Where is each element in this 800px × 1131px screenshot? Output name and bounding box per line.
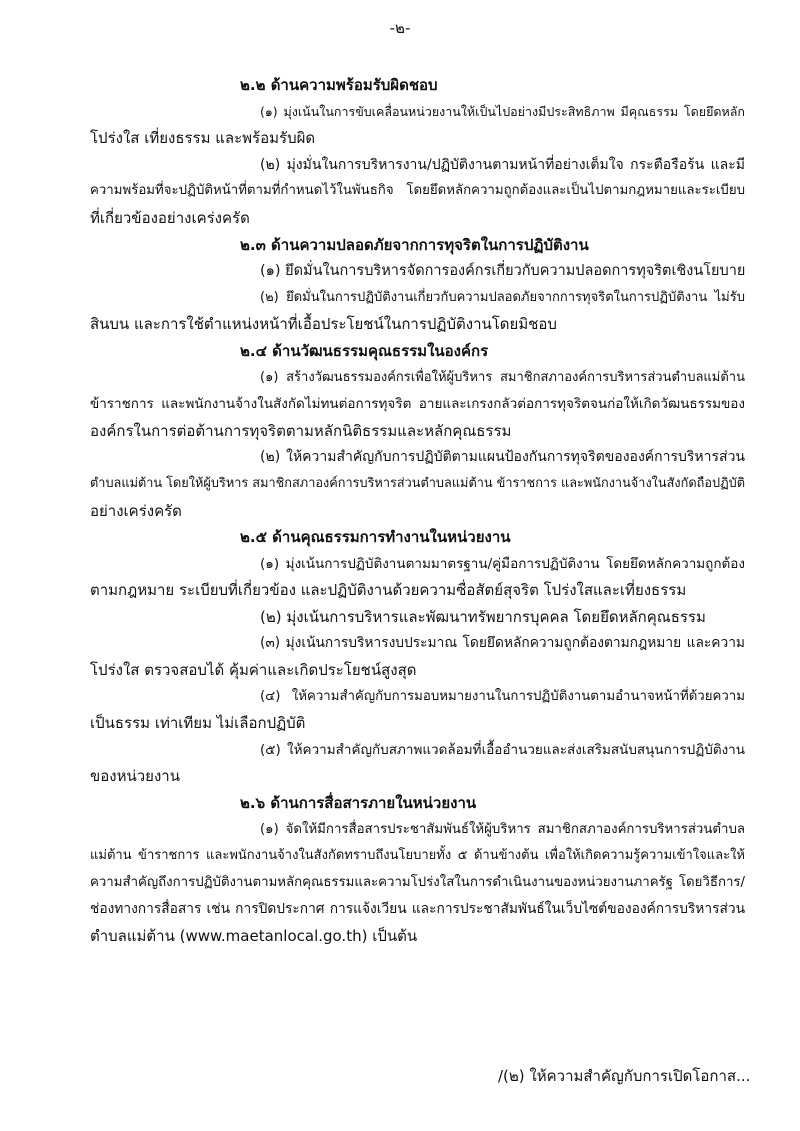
paragraph — [90, 737, 745, 790]
paragraph-line: สินบน และการใช้ตำแหน่งหน้าที่เอื้อประโยชน์ในการปฏิบัติงานโดยมิชอบ — [90, 315, 557, 334]
paragraph — [90, 99, 745, 152]
paragraph-line: (๑) สร้างวัฒนธรรมองค์กรเพื่อให้ผู้บริหาร สมาชิกสภาองค์การบริหารส่วนตำบลแม่ต้าน — [260, 369, 745, 385]
paragraph-line: ความพร้อมที่จะปฏิบัติหน้าที่ตามที่กำหนดไว้ในพันธกิจ โดยยึดหลักความถูกต้องและเป็นไปตามกฎหมายและระเบียบ — [90, 183, 745, 199]
paragraph — [90, 365, 745, 445]
section-2-5 — [90, 524, 745, 790]
document-body — [90, 72, 745, 950]
paragraph-line: (๒) ให้ความสำคัญกับการปฏิบัติตามแผนป้องกันการทุจริตขององค์การบริหารส่วน — [260, 449, 745, 466]
paragraph-line: (๑) ยึดมั่นในการบริหารจัดการองค์กรเกี่ยวกับความปลอดการทุจริตเชิงนโยบาย — [260, 263, 746, 280]
section-heading: ๒.๒ ด้านความพร้อมรับผิดชอบ — [240, 76, 438, 94]
paragraph-line: (๑) มุ่งเน้นในการขับเคลื่อนหน่วยงานให้เป็นไปอย่างมีประสิทธิภาพ มีคุณธรรม โดยยึดหลัก — [260, 103, 745, 119]
paragraph-line: ตามกฎหมาย ระเบียบที่เกี่ยวข้อง และปฏิบัติงานด้วยความซื่อสัตย์สุจริต โปร่งใสและเที่ยงธรรม — [90, 581, 687, 600]
paragraph-line: (๒) มุ่งเน้นการบริหารและพัฒนาทรัพยากรบุคคล โดยยึดหลักคุณธรรม — [260, 607, 706, 626]
section-heading: ๒.๔ ด้านวัฒนธรรมคุณธรรมในองค์กร — [240, 341, 489, 360]
paragraph-line: อย่างเคร่งครัด — [90, 501, 182, 520]
section-heading: ๒.๖ ด้านการสื่อสารภายในหน่วยงาน — [240, 794, 477, 813]
paragraph-line: (๔) ให้ความสำคัญกับการมอบหมายงานในการปฏิบัติงานตามอำนาจหน้าที่ด้วยความ — [260, 688, 745, 704]
paragraph — [90, 630, 745, 683]
paragraph-line: (๑) มุ่งเน้นการปฏิบัติงานตามมาตรฐาน/คู่มือการปฏิบัติงาน โดยยึดหลักความถูกต้อง — [260, 555, 745, 572]
paragraph-line: (๒) ยึดมั่นในการปฏิบัติงานเกี่ยวกับความปลอดภัยจากการทุจริตในการปฏิบัติงาน ไม่รับ — [260, 289, 745, 305]
continuation-note: /(๒) ให้ความสำคัญกับการเปิดโอกาส... — [498, 1067, 751, 1085]
paragraph-line: แม่ต้าน ข้าราชการ และพนักงานจ้างในสังกัดทราบถึงนโยบายทั้ง ๕ ด้านข้างต้น เพื่อให้เกิดความรู้ความเข้าใจและให้ — [90, 848, 745, 864]
paragraph — [90, 258, 745, 285]
paragraph — [90, 285, 745, 338]
section-2-2 — [90, 72, 745, 232]
page-number: -๒- — [389, 19, 411, 37]
paragraph-line: โปร่งใส เที่ยงธรรม และพร้อมรับผิด — [90, 129, 316, 148]
section-2-4 — [90, 338, 745, 524]
paragraph — [90, 551, 745, 604]
paragraph-line: โปร่งใส ตรวจสอบได้ คุ้มค่าและเกิดประโยชน์สูงสุด — [90, 661, 417, 680]
paragraph — [90, 684, 745, 737]
paragraph — [90, 604, 745, 631]
paragraph — [90, 152, 745, 232]
paragraph — [90, 817, 745, 950]
paragraph-line: ข้าราชการ และพนักงานจ้างในสังกัดไม่ทนต่อการทุจริต อายและเกรงกลัวต่อการทุจริตจนก่อให้เกิดวัฒนธรรมของ — [90, 396, 745, 413]
paragraph-line: (๕) ให้ความสำคัญกับสภาพแวดล้อมที่เอื้ออำนวยและส่งเสริมสนับสนุนการปฏิบัติงาน — [260, 741, 745, 758]
paragraph-line: ของหน่วยงาน — [90, 767, 180, 786]
paragraph-line: องค์กรในการต่อต้านการทุจริตตามหลักนิติธรรมและหลักคุณธรรม — [90, 421, 512, 440]
paragraph-line: (๒) มุ่งมั่นในการบริหารงาน/ปฏิบัติงานตามหน้าที่อย่างเต็มใจ กระตือรือร้น และมี — [260, 156, 745, 173]
paragraph-line: ช่องทางการสื่อสาร เช่น การปิดประกาศ การแจ้งเวียน และการประชาสัมพันธ์ในเว็บไซต์ขององค์การบริหารส่วน — [90, 901, 745, 918]
section-heading: ๒.๓ ด้านความปลอดภัยจากการทุจริตในการปฏิบัติงาน — [240, 235, 589, 254]
section-2-6 — [90, 790, 745, 950]
paragraph — [90, 444, 745, 524]
paragraph-line: ที่เกี่ยวข้องอย่างเคร่งครัด — [90, 208, 250, 227]
section-2-3 — [90, 232, 745, 338]
paragraph-line: เป็นธรรม เท่าเทียม ไม่เลือกปฏิบัติ — [90, 714, 306, 733]
paragraph-line: ตำบลแม่ต้าน โดยให้ผู้บริหาร สมาชิกสภาองค์การบริหารส่วนตำบลแม่ต้าน ข้าราชการ และพนักงานจ้างในสังกัดถือปฏิบัติ — [90, 475, 746, 491]
paragraph-line: ตำบลแม่ต้าน (www.maetanlocal.go.th) เป็นต้น — [90, 927, 418, 945]
paragraph-line: (๑) จัดให้มีการสื่อสารประชาสัมพันธ์ให้ผู้บริหาร สมาชิกสภาองค์การบริหารส่วนตำบล — [260, 821, 745, 837]
paragraph-line: (๓) มุ่งเน้นการบริหารงบประมาณ โดยยึดหลักความถูกต้องตามกฎหมาย และความ — [260, 635, 745, 652]
paragraph-line: ความสำคัญถึงการปฏิบัติงานตามหลักคุณธรรมและความโปร่งใสในการดำเนินงานของหน่วยงานภาครัฐ โดยวิธีการ/ — [90, 874, 745, 890]
section-heading: ๒.๕ ด้านคุณธรรมการทำงานในหน่วยงาน — [240, 528, 511, 547]
